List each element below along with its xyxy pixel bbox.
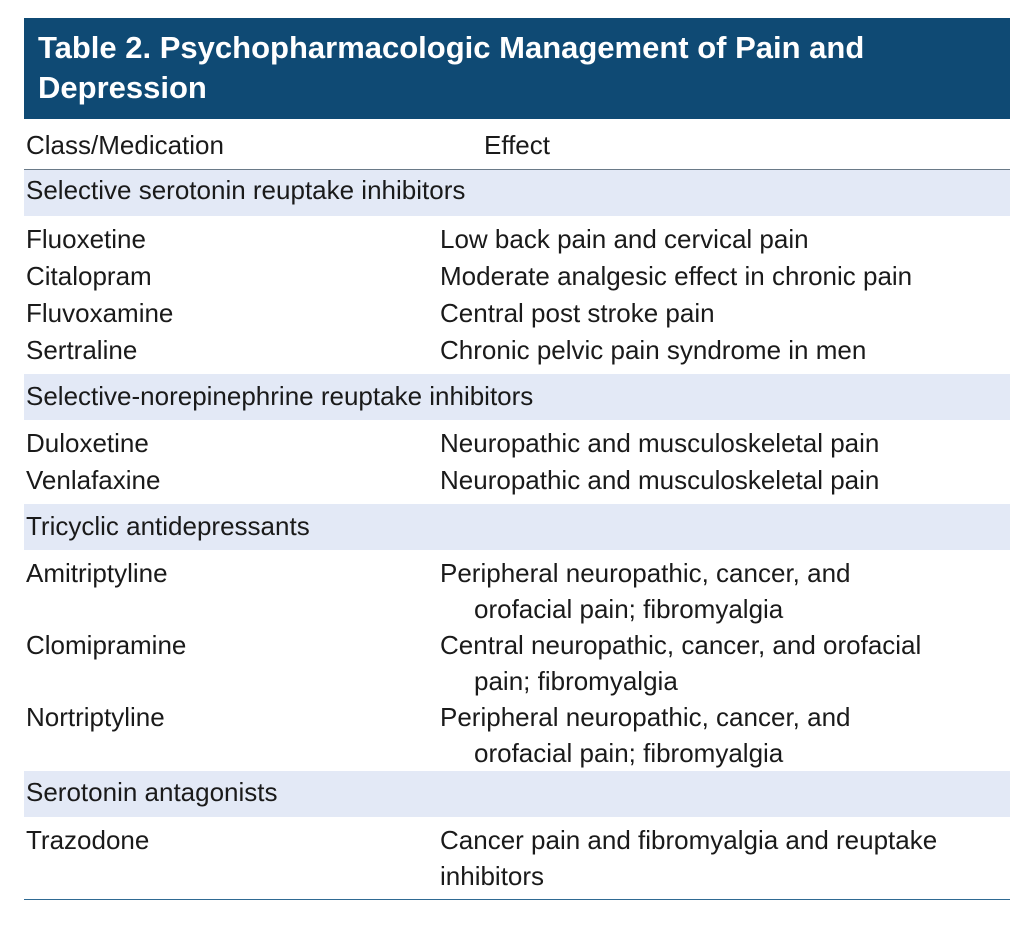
drug-effect-line: Peripheral neuropathic, cancer, and [440, 558, 851, 588]
drug-name: Duloxetine [26, 428, 149, 458]
table-row [24, 295, 1010, 332]
drug-effect-line: orofacial pain; fibromyalgia [474, 738, 784, 768]
group-name: Selective-norepinephrine reuptake inhibitors [26, 381, 534, 411]
column-header-row [24, 119, 1010, 170]
group-row-snri [24, 374, 1010, 420]
table-bottom-rule [24, 899, 1010, 900]
table-row [24, 822, 1010, 894]
drug-effect [440, 822, 1000, 894]
group-name: Tricyclic antidepressants [26, 511, 310, 541]
drug-name: Fluvoxamine [26, 298, 174, 328]
group-name: Selective serotonin reuptake inhibitors [26, 175, 466, 205]
drug-name: Venlafaxine [26, 465, 161, 495]
drug-effect-line: orofacial pain; fibromyalgia [474, 594, 784, 624]
group-drugs-ssri [24, 216, 1010, 374]
drug-name: Nortriptyline [26, 702, 165, 732]
group-drugs-serotonin-antagonists [24, 817, 1010, 899]
table-row [24, 555, 1010, 627]
drug-name: Amitriptyline [26, 558, 168, 588]
drug-effect: Neuropathic and musculoskeletal pain [440, 465, 880, 495]
drug-effect-line: inhibitors [440, 861, 545, 891]
drug-name: Trazodone [26, 825, 150, 855]
table-title-line-2: Depression [38, 70, 207, 105]
group-row-serotonin-antagonists [24, 771, 1010, 817]
table-row [24, 462, 1010, 499]
drug-effect-line: Central neuropathic, cancer, and orofacial [440, 630, 922, 660]
column-header-effect: Effect [483, 130, 550, 160]
column-header-class: Class/Medication [26, 130, 224, 160]
drug-effect: Neuropathic and musculoskeletal pain [440, 428, 880, 458]
group-name: Serotonin antagonists [26, 777, 278, 807]
drug-name: Citalopram [26, 261, 152, 291]
drug-effect-line: Cancer pain and fibromyalgia and reuptake [440, 825, 938, 855]
drug-effect [440, 627, 1000, 699]
table-row [24, 627, 1010, 699]
drug-name: Clomipramine [26, 630, 187, 660]
group-drugs-tca [24, 550, 1010, 771]
drug-effect: Chronic pelvic pain syndrome in men [440, 335, 867, 365]
drug-effect: Central post stroke pain [440, 298, 715, 328]
drug-effect [440, 555, 1000, 627]
drug-effect: Moderate analgesic effect in chronic pain [440, 261, 913, 291]
table-row [24, 258, 1010, 295]
pharmacology-table [24, 18, 1010, 900]
table-title-line-1: Table 2. Psychopharmacologic Management of Pain and [38, 30, 865, 65]
drug-effect-line: Peripheral neuropathic, cancer, and [440, 702, 851, 732]
group-drugs-snri [24, 420, 1010, 504]
table-row [24, 425, 1010, 462]
drug-effect [440, 699, 1000, 771]
drug-name: Sertraline [26, 335, 138, 365]
drug-effect: Low back pain and cervical pain [440, 224, 809, 254]
drug-name: Fluoxetine [26, 224, 146, 254]
table-row [24, 221, 1010, 258]
drug-effect-line: pain; fibromyalgia [474, 666, 678, 696]
table-row [24, 699, 1010, 771]
group-row-tca [24, 504, 1010, 550]
table-title [24, 18, 1010, 119]
group-row-ssri [24, 170, 1010, 216]
table-row [24, 332, 1010, 369]
